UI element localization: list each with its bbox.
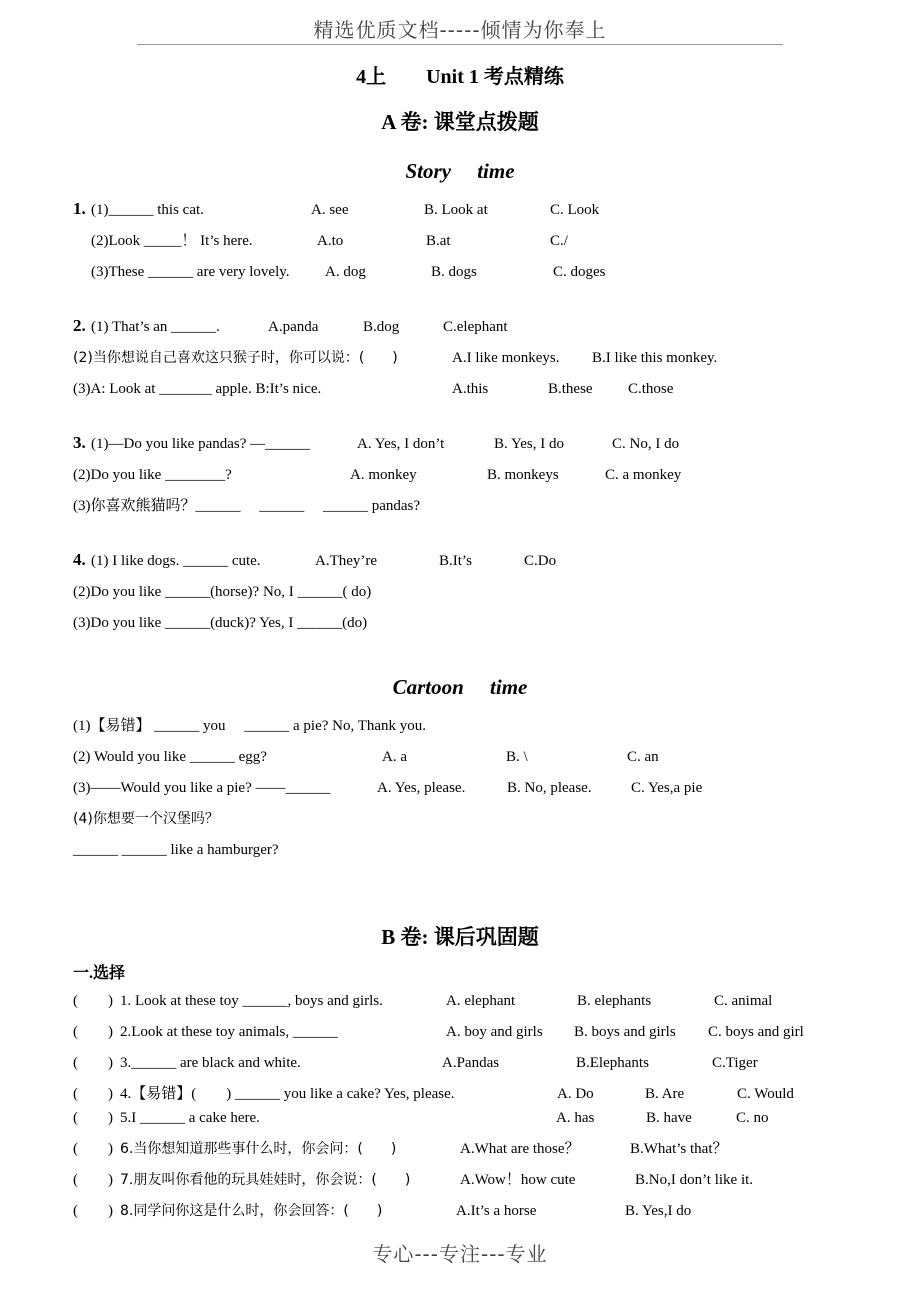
q1-l3-a: A. dog (325, 264, 366, 280)
q2-l3-stem: (3)A: Look at _______ apple. B:It’s nice. (73, 381, 322, 397)
choice-1-b: B. elephants (577, 993, 652, 1009)
choice-1-c: C. animal (714, 993, 773, 1009)
q1-l3-b: B. dogs (431, 264, 477, 280)
cartoon-l2-stem: (2) Would you like ______ egg? (73, 749, 267, 765)
q3-l2-a: A. monkey (350, 467, 417, 483)
choice-4-b: B. Are (645, 1086, 685, 1102)
q1-l3-c: C. doges (553, 264, 606, 280)
choice-8-paren: ( ) (73, 1203, 113, 1219)
choice-6-paren: ( ) (73, 1141, 113, 1157)
header-rule (137, 44, 783, 45)
q4-l2-stem: (2)Do you like ______(horse)? No, I ______( do) (73, 584, 372, 600)
section-b-title: B 卷: 课后巩固题 (381, 925, 539, 949)
q4-l1-stem: (1) I like dogs. ______ cute. (91, 553, 261, 569)
cartoon-time-heading: Cartoon time (392, 675, 528, 699)
choice-6-b: B.What’s that？ (630, 1141, 728, 1157)
choice-3-c: C.Tiger (712, 1055, 758, 1071)
choice-3-b: B.Elephants (576, 1055, 649, 1071)
q1-l2-b: B.at (426, 233, 451, 249)
choice-1-stem: 1. Look at these toy ______, boys and girls. (120, 993, 383, 1009)
cartoon-l3-a: A. Yes, please. (377, 780, 466, 796)
choice-4-a: A. Do (557, 1086, 594, 1102)
q1-l3-stem: (3)These ______ are very lovely. (91, 264, 290, 280)
choice-7-a: A.Wow！how cute (460, 1172, 576, 1188)
choice-2-b: B. boys and girls (574, 1024, 676, 1040)
q4-l1-c: C.Do (524, 553, 557, 569)
q2-l2-stem: (2)当你想说自己喜欢这只猴子时，你可以说：( ) (73, 350, 398, 366)
q4-l1-b: B.It’s (439, 553, 472, 569)
q3-l1-a: A. Yes, I don’t (357, 436, 445, 452)
q1-number: 1. (73, 199, 86, 218)
choice-4-stem: 4.【易错】( ) ______ you like a cake? Yes, please. (120, 1086, 455, 1102)
choice-7-stem: 7.朋友叫你看他的玩具娃娃时，你会说：( ) (120, 1172, 411, 1188)
choice-5-stem: 5.I ______ a cake here. (120, 1110, 260, 1126)
q1-l2-stem: (2)Look _____！ It’s here. (91, 233, 253, 249)
q1-l1-b: B. Look at (424, 202, 488, 218)
choice-2-paren: ( ) (73, 1024, 113, 1040)
choice-5-b: B. have (646, 1110, 692, 1126)
choice-6-a: A.What are those？ (460, 1141, 580, 1157)
story-time-heading: Story time (405, 159, 515, 183)
choice-5-c: C. no (736, 1110, 769, 1126)
cartoon-l1: (1)【易错】 ______ you ______ a pie? No, Thank you. (73, 718, 427, 734)
page-header: 精选优质文档-----倾情为你奉上 (313, 18, 607, 42)
choice-2-a: A. boy and girls (446, 1024, 543, 1040)
cartoon-l5: ______ ______ like a hamburger? (73, 842, 279, 858)
choice-8-stem: 8.同学问你这是什么时，你会回答：( ) (120, 1203, 383, 1219)
choice-3-stem: 3.______ are black and white. (120, 1055, 301, 1071)
choice-4-c: C. Would (737, 1086, 794, 1102)
choice-6-stem: 6.当你想知道那些事什么时，你会问：( ) (120, 1141, 397, 1157)
cartoon-l3-b: B. No, please. (507, 780, 592, 796)
q3-l1-c: C. No, I do (612, 436, 680, 452)
choice-2-c: C. boys and girl (708, 1024, 804, 1040)
choice-4-paren: ( ) (73, 1086, 113, 1102)
q3-l3-stem: (3)你喜欢熊猫吗？______ ______ ______ pandas? (73, 498, 421, 514)
q1-l1-a: A. see (311, 202, 349, 218)
q3-l1-stem: (1)—Do you like pandas? —______ (91, 436, 311, 452)
choice-7-paren: ( ) (73, 1172, 113, 1188)
q2-l1-a: A.panda (268, 319, 319, 335)
q3-l2-c: C. a monkey (605, 467, 682, 483)
q3-l1-b: B. Yes, I do (494, 436, 565, 452)
q4-number: 4. (73, 550, 86, 569)
q4-l3-stem: (3)Do you like ______(duck)? Yes, I ______(do) (73, 615, 368, 631)
q2-l3-b: B.these (548, 381, 593, 397)
choice-5-a: A. has (556, 1110, 595, 1126)
choice-8-a: A.It’s a horse (456, 1203, 537, 1219)
q2-l2-a: A.I like monkeys. (452, 350, 560, 366)
cartoon-l2-c: C. an (627, 749, 659, 765)
cartoon-l4: (4)你想要一个汉堡吗？ (73, 811, 219, 827)
q3-l2-stem: (2)Do you like ________? (73, 467, 232, 483)
choice-2-stem: 2.Look at these toy animals, ______ (120, 1024, 338, 1040)
choice-8-b: B. Yes,I do (625, 1203, 692, 1219)
q1-l1-c: C. Look (550, 202, 600, 218)
cartoon-l2-a: A. a (382, 749, 407, 765)
choice-3-paren: ( ) (73, 1055, 113, 1071)
choice-3-a: A.Pandas (442, 1055, 500, 1071)
q1-l2-a: A.to (317, 233, 344, 249)
part-1-heading: 一.选择 (73, 965, 126, 982)
q2-l3-c: C.those (628, 381, 674, 397)
choice-1-a: A. elephant (446, 993, 516, 1009)
q2-l1-c: C.elephant (443, 319, 508, 335)
section-a-title: A 卷: 课堂点拨题 (381, 110, 539, 134)
q2-l1-b: B.dog (363, 319, 400, 335)
choice-7-b: B.No,I don’t like it. (635, 1172, 754, 1188)
q3-l2-b: B. monkeys (487, 467, 559, 483)
page-footer: 专心---专注---专业 (372, 1242, 548, 1266)
q2-number: 2. (73, 316, 86, 335)
q2-l2-b: B.I like this monkey. (592, 350, 718, 366)
cartoon-l3-stem: (3)——Would you like a pie? ——______ (73, 780, 331, 796)
q1-l2-c: C./ (550, 233, 568, 249)
q2-l3-a: A.this (452, 381, 489, 397)
choice-5-paren: ( ) (73, 1110, 113, 1126)
choice-1-paren: ( ) (73, 993, 113, 1009)
q4-l1-a: A.They’re (315, 553, 378, 569)
cartoon-l2-b: B. \ (506, 749, 528, 765)
cartoon-l3-c: C. Yes,a pie (631, 780, 703, 796)
q3-number: 3. (73, 433, 86, 452)
doc-title: 4上 Unit 1 考点精练 (356, 66, 564, 88)
q1-l1-stem: (1)______ this cat. (91, 202, 204, 218)
q2-l1-stem: (1) That’s an ______. (91, 319, 220, 335)
